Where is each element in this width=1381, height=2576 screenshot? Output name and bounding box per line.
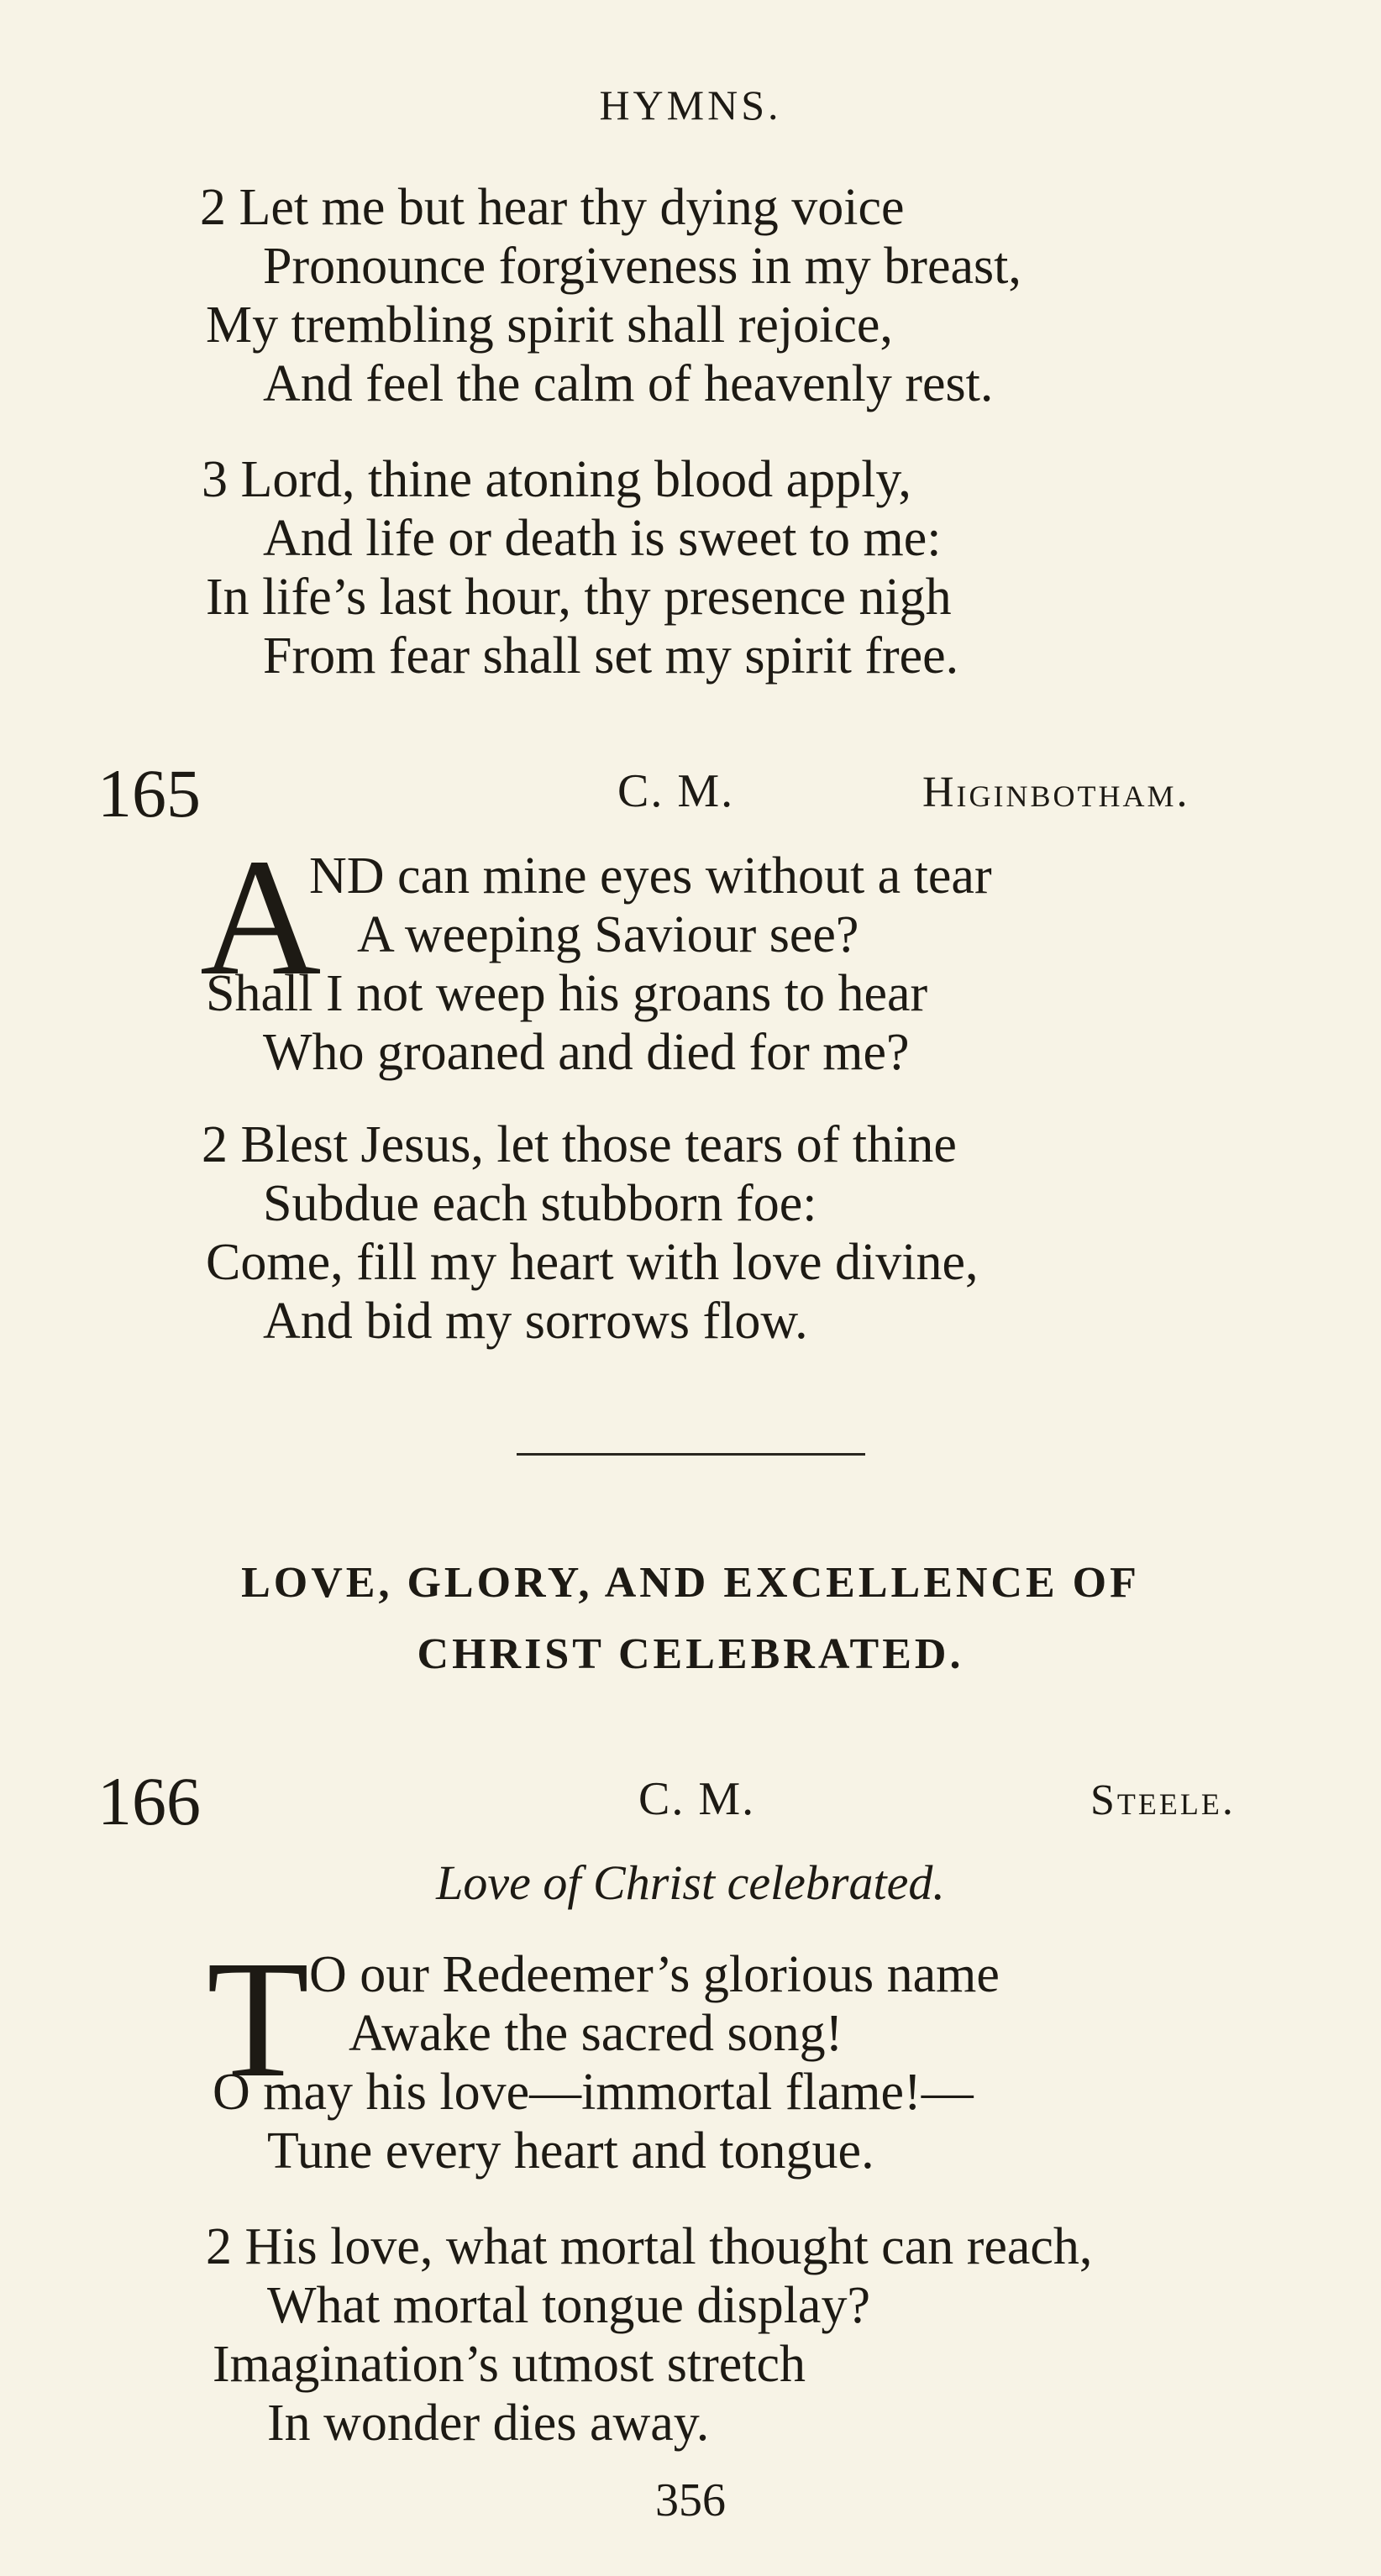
verse-line: 3 Lord, thine atoning blood apply,: [202, 451, 911, 508]
hymn-subtitle: Love of Christ celebrated.: [436, 1855, 945, 1910]
verse-line: ND can mine eyes without a tear: [309, 847, 992, 905]
verse-line: 2 His love, what mortal thought can reach,: [206, 2218, 1093, 2275]
verse-line: And bid my sorrows flow.: [263, 1293, 808, 1350]
hymn-meter: C. M.: [638, 1773, 756, 1825]
verse-line: Shall I not weep his groans to hear: [206, 965, 928, 1022]
section-divider: [517, 1453, 865, 1456]
verse-line: 2 Blest Jesus, let those tears of thine: [202, 1116, 957, 1173]
verse-line: Pronounce forgiveness in my breast,: [263, 238, 1021, 295]
verse-line: And life or death is sweet to me:: [263, 510, 942, 567]
verse-line: A weeping Saviour see?: [357, 906, 859, 963]
verse-line: From fear shall set my spirit free.: [263, 627, 959, 685]
verse-line: In wonder dies away.: [267, 2395, 710, 2452]
hymn-author: Steele.: [1090, 1776, 1236, 1824]
verse-line: O may his love—immortal flame!—: [213, 2064, 974, 2121]
page-number: 356: [655, 2474, 726, 2526]
hymn-author: Higinbotham.: [922, 769, 1190, 816]
verse-line: O our Redeemer’s glorious name: [309, 1946, 1000, 2003]
verse-line: 2 Let me but hear thy dying voice: [200, 179, 905, 236]
verse-line: Come, fill my heart with love divine,: [206, 1234, 979, 1291]
hymn-number: 166: [97, 1763, 201, 1839]
page-header: HYMNS.: [599, 81, 782, 129]
drop-cap: T: [207, 1927, 310, 2112]
verse-line: Awake the sacred song!: [349, 2005, 843, 2062]
drop-cap: A: [200, 825, 322, 1010]
verse-line: Subdue each stubborn foe:: [263, 1175, 817, 1232]
hymn-meter: C. M.: [617, 765, 735, 817]
verse-line: What mortal tongue display?: [267, 2277, 870, 2334]
verse-line: Tune every heart and tongue.: [267, 2122, 874, 2180]
verse-line: In life’s last hour, thy presence nigh: [206, 569, 952, 626]
section-heading-line-2: CHRIST CELEBRATED.: [417, 1630, 964, 1678]
verse-line: And feel the calm of heavenly rest.: [263, 355, 994, 412]
verse-line: Imagination’s utmost stretch: [213, 2336, 806, 2393]
verse-line: My trembling spirit shall rejoice,: [206, 296, 893, 354]
verse-line: Who groaned and died for me?: [263, 1024, 910, 1081]
hymn-number: 165: [97, 755, 201, 832]
section-heading-line-1: LOVE, GLORY, AND EXCELLENCE OF: [241, 1559, 1140, 1607]
